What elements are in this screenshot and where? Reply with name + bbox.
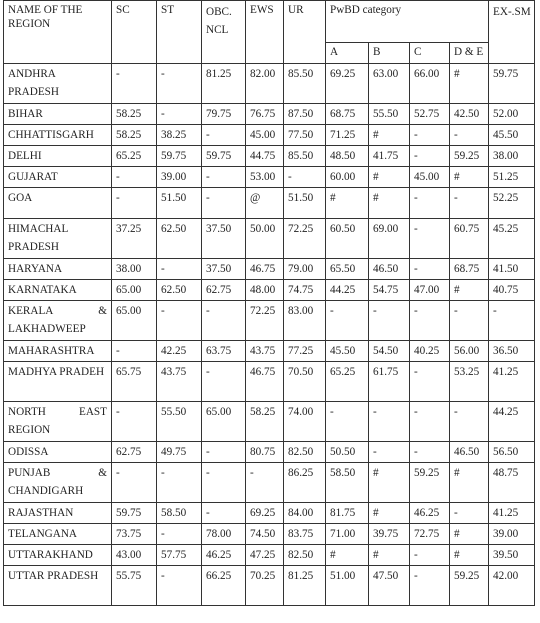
mark-cell: - (157, 64, 202, 104)
mark-cell: 56.50 (489, 442, 535, 463)
mark-cell: 43.00 (112, 545, 157, 566)
pwbd-b-header: B (369, 43, 410, 64)
mark-cell: 70.50 (284, 362, 326, 402)
mark-cell: 53.25 (450, 362, 489, 402)
region-name-cell: MAHARASHTRA (4, 341, 112, 362)
ur-column-header: UR (284, 1, 326, 64)
mark-cell: 61.75 (369, 362, 410, 402)
mark-cell: - (202, 503, 246, 524)
mark-cell: 81.25 (202, 64, 246, 104)
mark-cell: 41.25 (489, 503, 535, 524)
table-row (4, 64, 535, 104)
mark-cell: - (112, 463, 157, 503)
mark-cell: 38.00 (112, 259, 157, 280)
mark-cell: - (410, 566, 450, 606)
mark-cell: - (369, 301, 410, 341)
mark-cell: 55.50 (369, 104, 410, 125)
table-row (4, 341, 535, 362)
mark-cell: - (157, 524, 202, 545)
mark-cell: 50.00 (246, 219, 284, 259)
region-name-cell (4, 402, 112, 442)
mark-cell: 62.75 (202, 280, 246, 301)
mark-cell: 68.75 (326, 104, 369, 125)
mark-cell: - (112, 64, 157, 104)
exsm-column-header: EX-.SM (489, 1, 535, 64)
mark-cell: 60.00 (326, 167, 369, 188)
mark-cell: 45.25 (489, 219, 535, 259)
mark-cell: 81.75 (326, 503, 369, 524)
mark-cell: 71.00 (326, 524, 369, 545)
mark-cell: # (369, 125, 410, 146)
mark-cell: - (157, 463, 202, 503)
pwbd-de-header: D & E (450, 43, 489, 64)
mark-cell: - (202, 188, 246, 219)
mark-cell: - (410, 259, 450, 280)
mark-cell: 71.25 (326, 125, 369, 146)
mark-cell: 38.25 (157, 125, 202, 146)
mark-cell: 57.75 (157, 545, 202, 566)
mark-cell: 45.00 (410, 167, 450, 188)
region-name-cell: BIHAR (4, 104, 112, 125)
table-row (4, 503, 535, 524)
mark-cell: 45.50 (326, 341, 369, 362)
region-name-line-2: CHANDIGARH (8, 485, 84, 497)
table-row (4, 442, 535, 463)
mark-cell: - (202, 125, 246, 146)
mark-cell: 83.00 (284, 301, 326, 341)
mark-cell: 45.00 (246, 125, 284, 146)
mark-cell: 42.50 (450, 104, 489, 125)
mark-cell: 42.25 (157, 341, 202, 362)
mark-cell: 83.75 (284, 524, 326, 545)
mark-cell: 68.75 (450, 259, 489, 280)
mark-cell: 87.50 (284, 104, 326, 125)
mark-cell: - (157, 566, 202, 606)
mark-cell: - (410, 188, 450, 219)
region-name-cell (4, 463, 112, 503)
mark-cell: - (369, 442, 410, 463)
mark-cell: 59.25 (410, 463, 450, 503)
mark-cell: 85.50 (284, 146, 326, 167)
mark-cell: 59.25 (450, 146, 489, 167)
mark-cell: 65.75 (112, 362, 157, 402)
mark-cell: - (450, 503, 489, 524)
mark-cell: 80.75 (246, 442, 284, 463)
mark-cell: 41.25 (489, 362, 535, 402)
mark-cell: 74.50 (246, 524, 284, 545)
mark-cell: - (326, 402, 369, 442)
mark-cell: 72.25 (284, 219, 326, 259)
mark-cell: 38.00 (489, 146, 535, 167)
mark-cell: 43.75 (157, 362, 202, 402)
table-row (4, 524, 535, 545)
table-row (4, 362, 535, 402)
table-row (4, 188, 535, 219)
mark-cell: - (326, 301, 369, 341)
mark-cell: 82.00 (246, 64, 284, 104)
mark-cell: 47.25 (246, 545, 284, 566)
mark-cell: 53.00 (246, 167, 284, 188)
mark-cell: 39.00 (489, 524, 535, 545)
mark-cell: 81.25 (284, 566, 326, 606)
mark-cell: 76.75 (246, 104, 284, 125)
mark-cell: # (369, 167, 410, 188)
mark-cell: 55.50 (157, 402, 202, 442)
mark-cell: 62.50 (157, 219, 202, 259)
mark-cell: # (450, 463, 489, 503)
mark-cell: 59.75 (202, 146, 246, 167)
mark-cell: - (489, 301, 535, 341)
region-name-cell: ODISSA (4, 442, 112, 463)
mark-cell: - (202, 301, 246, 341)
mark-cell: 59.25 (450, 566, 489, 606)
table-row (4, 104, 535, 125)
mark-cell: 69.00 (369, 219, 410, 259)
mark-cell: 72.75 (410, 524, 450, 545)
mark-cell: - (369, 402, 410, 442)
table-row (4, 545, 535, 566)
mark-cell: - (410, 402, 450, 442)
mark-cell: # (369, 188, 410, 219)
region-name-cell: UTTAR PRADESH (4, 566, 112, 606)
mark-cell: 77.50 (284, 125, 326, 146)
mark-cell: 49.75 (157, 442, 202, 463)
table-row (4, 402, 535, 442)
pwbd-a-header: A (326, 43, 369, 64)
mark-cell: # (450, 64, 489, 104)
mark-cell: 82.50 (284, 545, 326, 566)
mark-cell: - (112, 402, 157, 442)
mark-cell: 37.50 (202, 219, 246, 259)
mark-cell: 65.00 (112, 301, 157, 341)
mark-cell: - (246, 463, 284, 503)
mark-cell: 51.50 (284, 188, 326, 219)
mark-cell: 65.00 (202, 402, 246, 442)
mark-cell: - (450, 301, 489, 341)
mark-cell: # (326, 188, 369, 219)
mark-cell: 63.75 (202, 341, 246, 362)
mark-cell: 69.25 (326, 64, 369, 104)
obc-column-header: OBC. NCL (202, 1, 246, 64)
mark-cell: - (450, 188, 489, 219)
region-name-line-1: PUNJAB & (8, 467, 107, 479)
mark-cell: 73.75 (112, 524, 157, 545)
mark-cell: 48.00 (246, 280, 284, 301)
mark-cell: 62.75 (112, 442, 157, 463)
region-name-cell: GUJARAT (4, 167, 112, 188)
mark-cell: - (410, 545, 450, 566)
mark-cell: 79.75 (202, 104, 246, 125)
region-name-line-2: REGION (8, 424, 51, 436)
table-row (4, 280, 535, 301)
mark-cell: # (369, 545, 410, 566)
mark-cell: 42.00 (489, 566, 535, 606)
mark-cell: - (410, 146, 450, 167)
mark-cell: - (112, 341, 157, 362)
mark-cell: 84.00 (284, 503, 326, 524)
mark-cell: - (410, 219, 450, 259)
mark-cell: 39.00 (157, 167, 202, 188)
mark-cell: 58.25 (246, 402, 284, 442)
mark-cell: 65.25 (112, 146, 157, 167)
mark-cell: - (157, 259, 202, 280)
mark-cell: 79.00 (284, 259, 326, 280)
table-row (4, 167, 535, 188)
mark-cell: 65.00 (112, 280, 157, 301)
mark-cell: 44.75 (246, 146, 284, 167)
region-name-line-1: KERALA & (8, 305, 107, 317)
mark-cell: # (450, 545, 489, 566)
mark-cell: - (450, 125, 489, 146)
region-name-cell: HIMACHAL PRADESH (4, 219, 112, 259)
table-row (4, 146, 535, 167)
mark-cell: 46.50 (369, 259, 410, 280)
mark-cell: 44.25 (489, 402, 535, 442)
page-bottom-edge (0, 616, 540, 623)
mark-cell: 58.50 (326, 463, 369, 503)
mark-cell: - (202, 362, 246, 402)
mark-cell: 82.50 (284, 442, 326, 463)
mark-cell: 58.25 (112, 125, 157, 146)
mark-cell: 47.50 (369, 566, 410, 606)
mark-cell: - (112, 167, 157, 188)
pwbd-c-header: C (410, 43, 450, 64)
header-row (4, 1, 535, 43)
mark-cell: 66.00 (410, 64, 450, 104)
mark-cell: 40.75 (489, 280, 535, 301)
mark-cell: 50.50 (326, 442, 369, 463)
mark-cell: 59.75 (112, 503, 157, 524)
mark-cell: 58.50 (157, 503, 202, 524)
mark-cell: 41.50 (489, 259, 535, 280)
region-name-cell: DELHI (4, 146, 112, 167)
mark-cell: 48.50 (326, 146, 369, 167)
mark-cell: 60.50 (326, 219, 369, 259)
region-name-cell: KARNATAKA (4, 280, 112, 301)
mark-cell: 46.75 (246, 362, 284, 402)
mark-cell: 86.25 (284, 463, 326, 503)
mark-cell: 51.50 (157, 188, 202, 219)
ews-column-header: EWS (246, 1, 284, 64)
mark-cell: @ (246, 188, 284, 219)
mark-cell: 58.25 (112, 104, 157, 125)
mark-cell: 85.50 (284, 64, 326, 104)
mark-cell: 43.75 (246, 341, 284, 362)
mark-cell: - (410, 442, 450, 463)
mark-cell: - (410, 362, 450, 402)
mark-cell: 37.25 (112, 219, 157, 259)
region-column-header: NAME OF THE REGION (4, 1, 112, 64)
mark-cell: - (284, 167, 326, 188)
table-row (4, 219, 535, 259)
region-name-cell: HARYANA (4, 259, 112, 280)
mark-cell: 55.75 (112, 566, 157, 606)
mark-cell: # (369, 463, 410, 503)
region-name-line-2: LAKHADWEEP (8, 323, 86, 335)
region-name-cell (4, 301, 112, 341)
mark-cell: 48.75 (489, 463, 535, 503)
mark-cell: 72.25 (246, 301, 284, 341)
mark-cell: - (410, 125, 450, 146)
mark-cell: 70.25 (246, 566, 284, 606)
table-row (4, 463, 535, 503)
mark-cell: 60.75 (450, 219, 489, 259)
mark-cell: 63.00 (369, 64, 410, 104)
mark-cell: 51.25 (489, 167, 535, 188)
region-name-cell: TELANGANA (4, 524, 112, 545)
st-column-header: ST (157, 1, 202, 64)
mark-cell: 37.50 (202, 259, 246, 280)
mark-cell: 44.25 (326, 280, 369, 301)
table-row (4, 566, 535, 606)
mark-cell: 54.50 (369, 341, 410, 362)
sc-column-header: SC (112, 1, 157, 64)
mark-cell: 56.00 (450, 341, 489, 362)
mark-cell: 36.50 (489, 341, 535, 362)
region-name-line-1: NORTH EAST (8, 406, 107, 418)
mark-cell: 59.75 (157, 146, 202, 167)
mark-cell: 41.75 (369, 146, 410, 167)
mark-cell: 51.00 (326, 566, 369, 606)
mark-cell: 59.75 (489, 64, 535, 104)
mark-cell: 78.00 (202, 524, 246, 545)
region-name-cell: CHHATTISGARH (4, 125, 112, 146)
mark-cell: 46.25 (410, 503, 450, 524)
mark-cell: - (157, 301, 202, 341)
mark-cell: - (450, 402, 489, 442)
mark-cell: 46.25 (202, 545, 246, 566)
mark-cell: 77.25 (284, 341, 326, 362)
mark-cell: 46.50 (450, 442, 489, 463)
mark-cell: 65.25 (326, 362, 369, 402)
pwbd-column-header: PwBD category (326, 1, 489, 43)
mark-cell: 65.50 (326, 259, 369, 280)
mark-cell: # (450, 280, 489, 301)
mark-cell: 52.25 (489, 188, 535, 219)
region-name-cell: UTTARAKHAND (4, 545, 112, 566)
mark-cell: 52.75 (410, 104, 450, 125)
mark-cell: # (450, 524, 489, 545)
mark-cell: 54.75 (369, 280, 410, 301)
mark-cell: - (202, 167, 246, 188)
mark-cell: - (202, 463, 246, 503)
mark-cell: # (369, 503, 410, 524)
mark-cell: 47.00 (410, 280, 450, 301)
mark-cell: 74.75 (284, 280, 326, 301)
mark-cell: - (410, 301, 450, 341)
region-name-cell: MADHYA PRADEH (4, 362, 112, 402)
mark-cell: - (157, 104, 202, 125)
mark-cell: # (326, 545, 369, 566)
mark-cell: 45.50 (489, 125, 535, 146)
mark-cell: - (112, 188, 157, 219)
cutoff-marks-table (3, 0, 535, 606)
mark-cell: 69.25 (246, 503, 284, 524)
mark-cell: 39.75 (369, 524, 410, 545)
table-row (4, 259, 535, 280)
mark-cell: - (202, 442, 246, 463)
region-name-cell: GOA (4, 188, 112, 219)
mark-cell: # (450, 167, 489, 188)
mark-cell: 74.00 (284, 402, 326, 442)
mark-cell: 46.75 (246, 259, 284, 280)
table-row (4, 125, 535, 146)
mark-cell: 39.50 (489, 545, 535, 566)
region-name-cell: ANDHRA PRADESH (4, 64, 112, 104)
mark-cell: 66.25 (202, 566, 246, 606)
mark-cell: 40.25 (410, 341, 450, 362)
table-row (4, 301, 535, 341)
mark-cell: 62.50 (157, 280, 202, 301)
mark-cell: 52.00 (489, 104, 535, 125)
region-name-cell: RAJASTHAN (4, 503, 112, 524)
